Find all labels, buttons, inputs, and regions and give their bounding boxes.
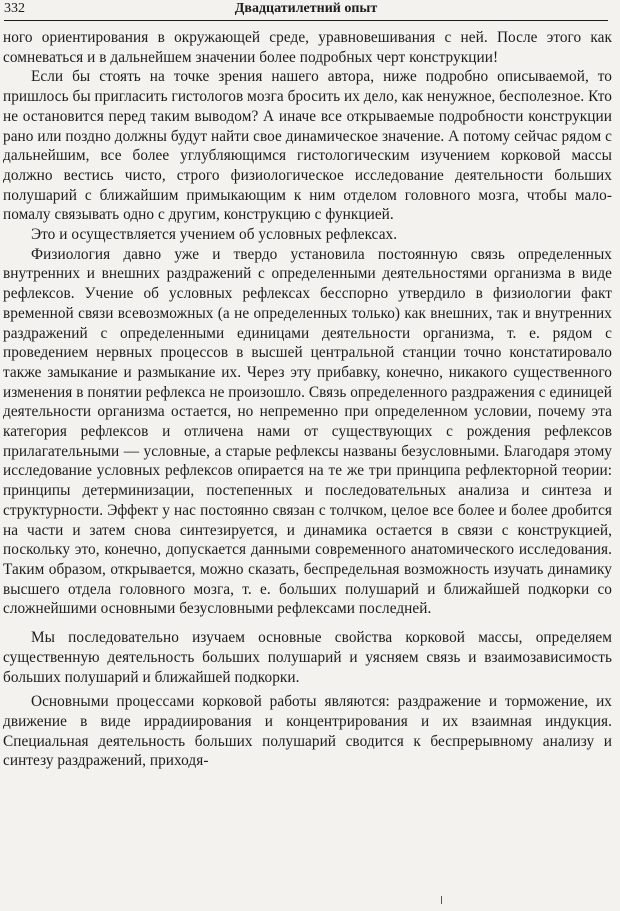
scan-mark [441,896,442,904]
paragraph: Мы последовательно изучаем основные свойства корковой массы, определяем существенную деятельность больших полушарий и уясняем связь и взаимозависимость больших полушарий и ближайшей подкорки. [3,629,612,686]
paragraph: Физиология давно уже и твердо установила постоянную связь определенных внутренних и внешних раздражений с определенными деятельностями организма в виде рефлексов. Учение об условных рефлексах бесспорно утвердило в физиологии факт временной связи всевозможных (а не определенных только) как внешних, так и внутренних раздражений с определенными единицами деятельности организма, т. е. рядом с проведением нервных процессов в высшей центральной станции точно констатировало также замыкание и размыкание их. Через эту прибавку, конечно, никакого существенного изменения в понятии рефлекса не произошло. Связь определенного раздражения с единицей деятельности организма остается, но непременно при определенном условии, почему эта категория рефлексов и отличена нами от существующих с рождения рефлексов прилагательными — условные, а старые рефлексы названы безусловными. Благодаря этому исследование условных рефлексов опирается на те же три принципа рефлекторной теории: принципы детерминизации, постепенных и последовательных анализа и синтеза и структурности. Эффект у нас постоянно связан с толчком, целое все более и более дробится на части и затем снова синтезируется, и динамика остается в связи с конструкцией, поскольку это, конечно, допускается данными современного анатомического исследования. Таким образом, открывается, можно сказать, беспредельная возможность изучать динамику высшего отдела головного мозга, т. е. больших полушарий и ближайшей подкорки со сложнейшими основными безусловными рефлексами последней. [3,245,612,618]
body-text [3,28,612,771]
running-title: Двадцатилетний опыт [234,1,378,16]
page-number: 332 [4,1,25,16]
page-header [4,0,608,21]
paragraph: Если бы стоять на точке зрения нашего автора, ниже подробно описываемой, то пришлось бы пригласить гистологов мозга бросить их дело, как ненужное, бесполезное. Кто не остановится перед таким выводом? А иначе все открываемые подробности конструкции рано или поздно должны будут найти свое динамическое значение. А потому сейчас рядом с дальнейшим, все более углубляющимся гистологическим изучением корковой массы должно вестись чисто, строго физиологическое исследование деятельности больших полушарий с ближайшим примыкающим к ним отделом головного мозга, чтобы мало-помалу связывать одно с другим, конструкцию с функцией. [3,68,613,224]
paragraph: Это и осуществляется учением об условных рефлексах. [31,226,398,244]
paragraph: Основными процессами корковой работы являются: раздражение и торможение, их движение в виде иррадиирования и концентрирования и их взаимная индукция. Специальная деятельность больших полушарий сводится к беспрерывному анализу и синтезу раздражений, приходя- [3,693,612,770]
paragraph-continued: ного ориентирования в окружающей среде, уравновешивания с ней. После этого как сомневаться и в дальнейшем значении более подробных черт конструкции! [3,29,612,66]
